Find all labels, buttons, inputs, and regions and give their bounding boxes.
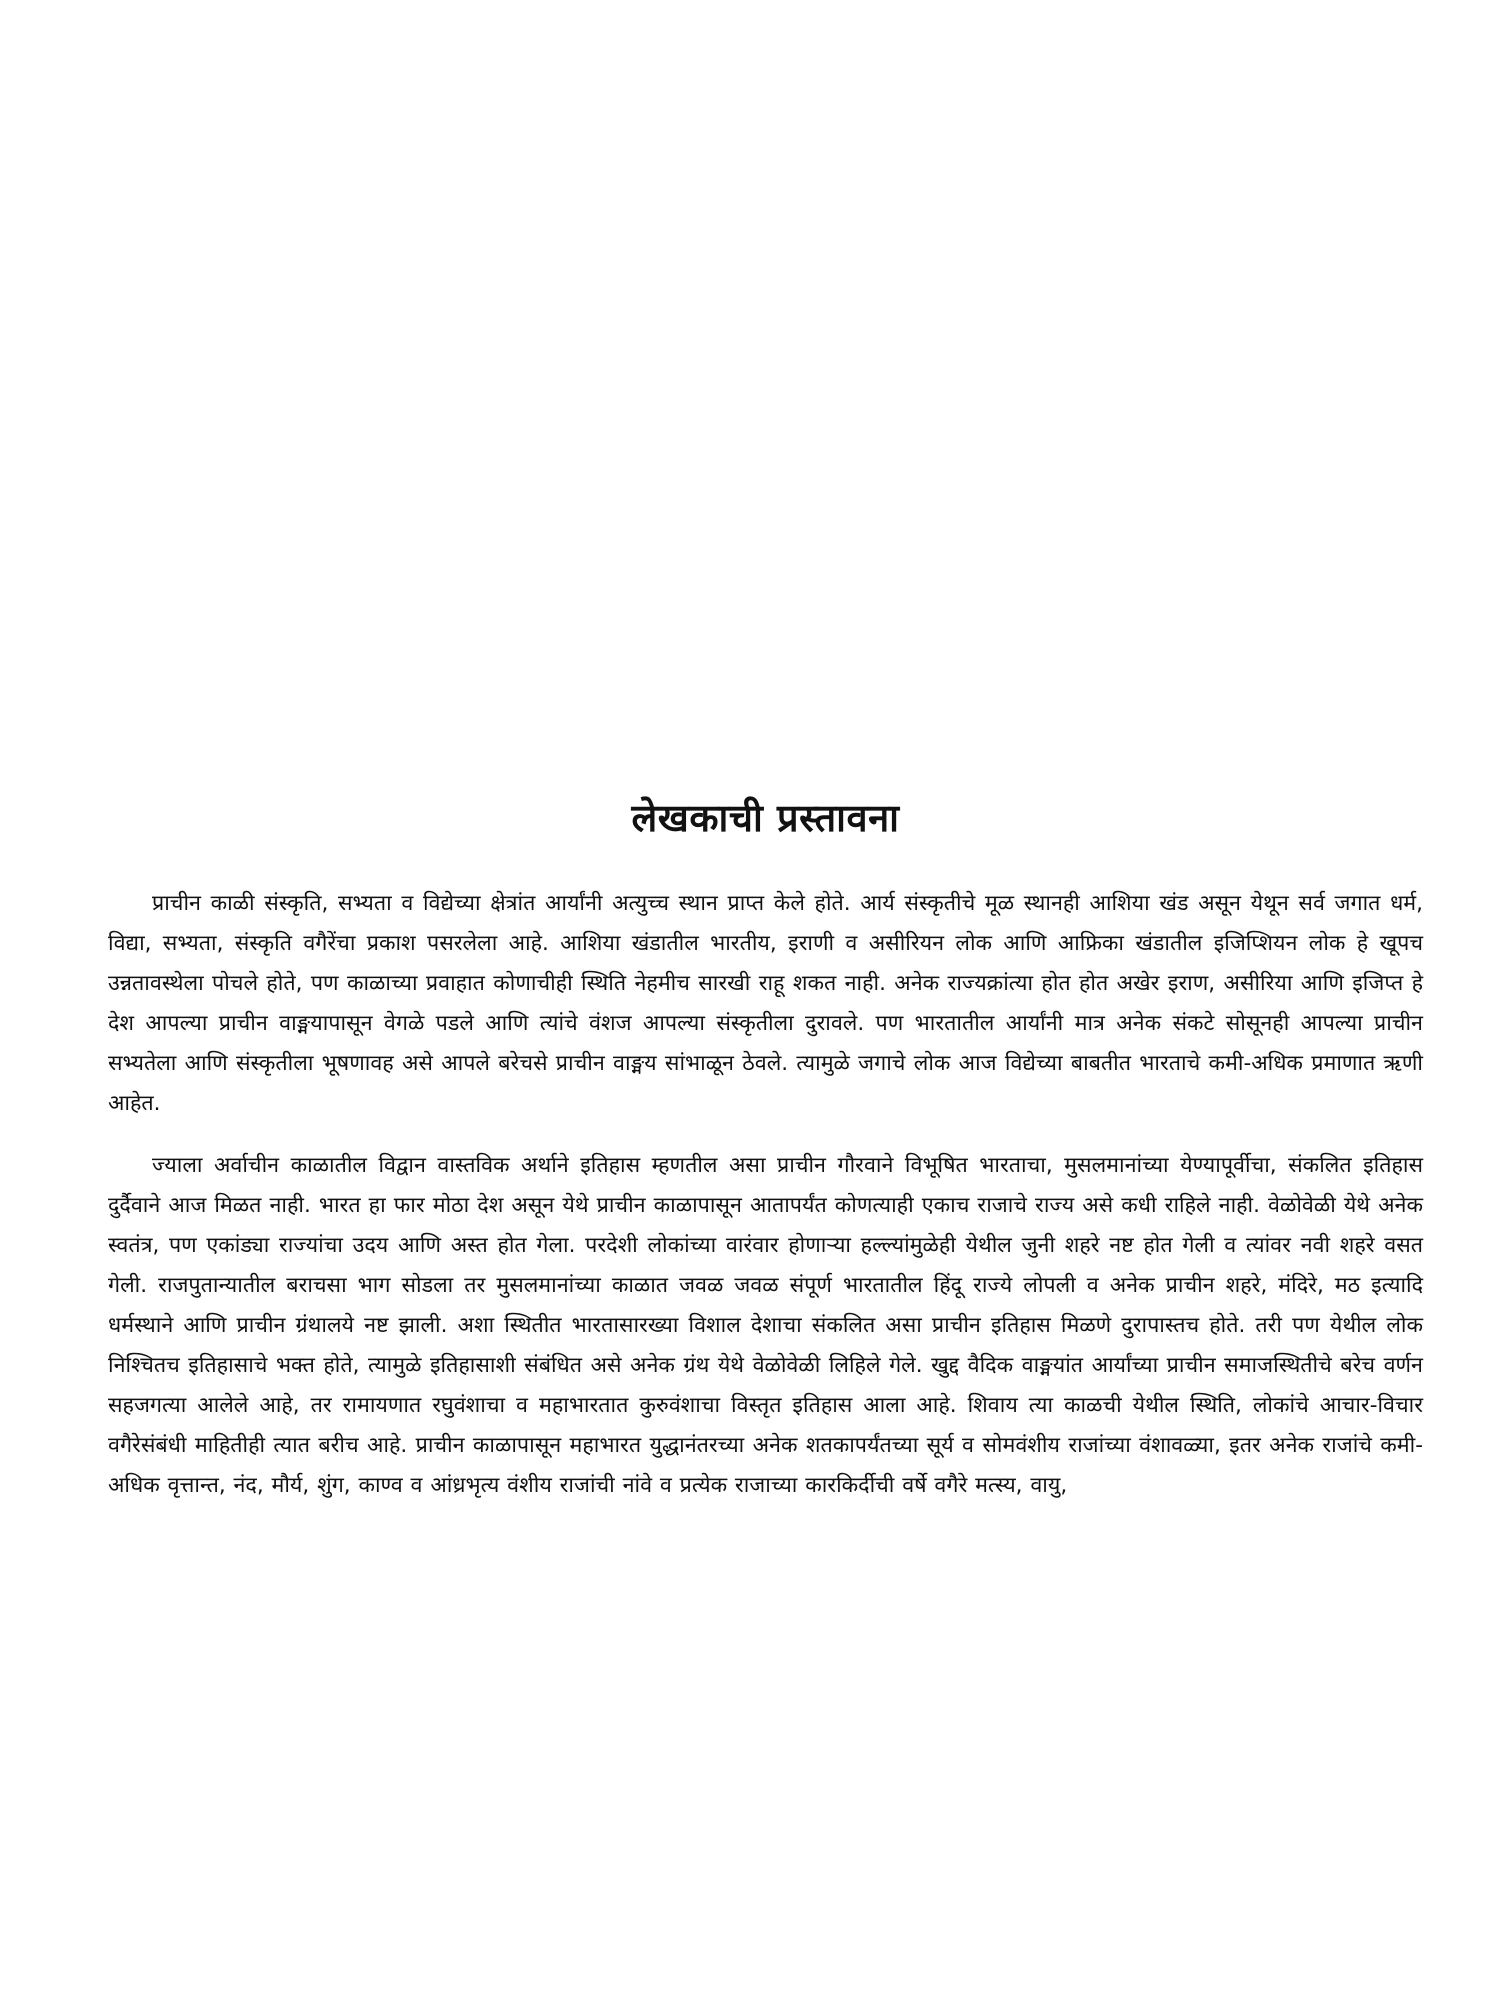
page-title: लेखकाची प्रस्तावना: [631, 796, 900, 840]
paragraph-1: प्राचीन काळी संस्कृति, सभ्यता व विद्येच्या क्षेत्रांत आर्यांनी अत्युच्च स्थान प्राप्त केले होते. आर्य संस्कृतीचे मूळ स्थानही आशिया खंड असून येथून सर्व जगात धर्म, विद्या, सभ्यता, संस्कृति वगैरेंचा प्रकाश पसरलेला आहे. आशिया खंडातील भारतीय, इराणी व असीरियन लोक आणि आफ्रिका खंडातील इजिप्शियन लोक हे खूपच उन्नतावस्थेला पोचले होते, पण काळाच्या प्रवाहात कोणाचीही स्थिति नेहमीच सारखी राहू शकत नाही. अनेक राज्यक्रांत्या होत होत अखेर इराण, असीरिया आणि इजिप्त हे देश आपल्या प्राचीन वाङ्मयापासून वेगळे पडले आणि त्यांचे वंशज आपल्या संस्कृतीला दुरावले. पण भारतातील आर्यांनी मात्र अनेक संकटे सोसूनही आपल्या प्राचीन सभ्यतेला आणि संस्कृतीला भूषणावह असे आपले बरेचसे प्राचीन वाङ्मय सांभाळून ठेवले. त्यामुळे जगाचे लोक आज विद्येच्या बाबतीत भारताचे कमी-अधिक प्रमाणात ऋणी आहेत.: [108, 891, 1423, 1116]
paragraph-2: ज्याला अर्वाचीन काळातील विद्वान वास्तविक अर्थाने इतिहास म्हणतील असा प्राचीन गौरवाने विभूषित भारताचा, मुसलमानांच्या येण्यापूर्वीचा, संकलित इतिहास दुर्दैवाने आज मिळत नाही. भारत हा फार मोठा देश असून येथे प्राचीन काळापासून आतापर्यंत कोणत्याही एकाच राजाचे राज्य असे कधी राहिले नाही. वेळोवेळी येथे अनेक स्वतंत्र, पण एकांड्या राज्यांचा उदय आणि अस्त होत गेला. परदेशी लोकांच्या वारंवार होणाऱ्या हल्ल्यांमुळेही येथील जुनी शहरे नष्ट होत गेली व त्यांवर नवी शहरे वसत गेली. राजपुतान्यातील बराचसा भाग सोडला तर मुसलमानांच्या काळात जवळ जवळ संपूर्ण भारतातील हिंदू राज्ये लोपली व अनेक प्राचीन शहरे, मंदिरे, मठ इत्यादि धर्मस्थाने आणि प्राचीन ग्रंथालये नष्ट झाली. अशा स्थितीत भारतासारख्या विशाल देशाचा संकलित असा प्राचीन इतिहास मिळणे दुरापास्तच होते. तरी पण येथील लोक निश्चितच इतिहासाचे भक्त होते, त्यामुळे इतिहासाशी संबंधित असे अनेक ग्रंथ येथे वेळोवेळी लिहिले गेले. खुद्द वैदिक वाङ्मयांत आर्यांच्या प्राचीन समाजस्थितीचे बरेच वर्णन सहजगत्या आलेले आहे, तर रामायणात रघुवंशाचा व महाभारतात कुरुवंशाचा विस्तृत इतिहास आला आहे. शिवाय त्या काळची येथील स्थिति, लोकांचे आचार-विचार वगैरेसंबंधी माहितीही त्यात बरीच आहे. प्राचीन काळापासून महाभारत युद्धानंतरच्या अनेक शतकापर्यंतच्या सूर्य व सोमवंशीय राजांच्या वंशावळ्या, इतर अनेक राजांचे कमी-अधिक वृत्तान्त, नंद, मौर्य, शुंग, काण्व व आंध्रभृत्य वंशीय राजांची नांवे व प्रत्येक राजाच्या कारकिर्दीची वर्षे वगैरे मत्स्य, वायु,: [108, 1153, 1423, 1498]
preface-section: [108, 790, 1423, 1506]
